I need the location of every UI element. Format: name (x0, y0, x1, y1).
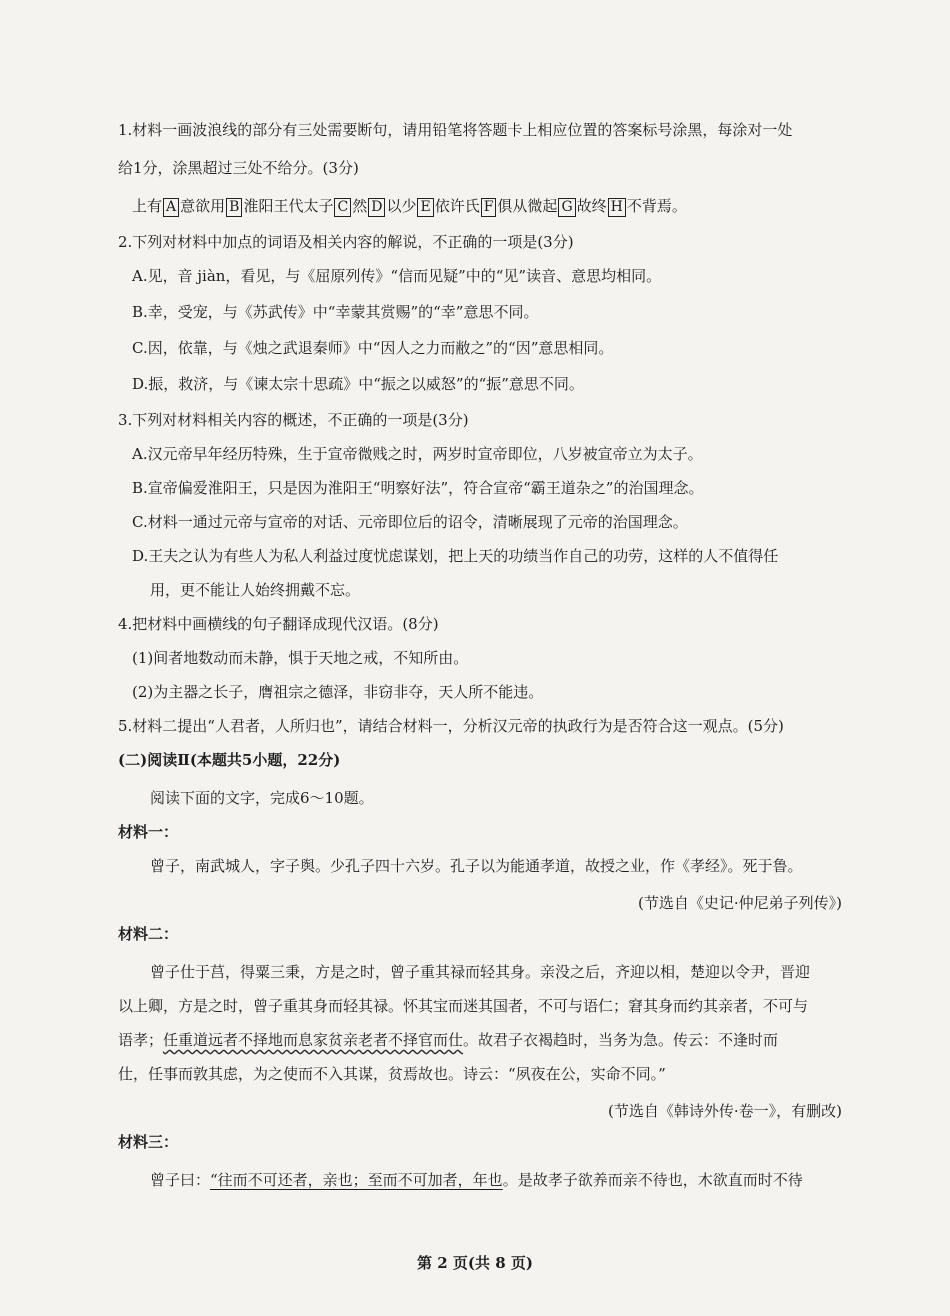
material-2-line3 (118, 1030, 778, 1050)
q3-option-a: A.汉元帝早年经历特殊，生于宣帝微贱之时，两岁时宣帝即位，八岁被宣帝立为太子。 (132, 445, 703, 463)
text-span: 曾子曰： (150, 1171, 211, 1189)
q2-option-a: A.见，音 jiàn，看见，与《屈原列传》“信而见疑”中的“见”读音、意思均相同。 (132, 267, 662, 285)
q1-segment: 上有 (132, 197, 163, 215)
answer-mark-b[interactable]: B (226, 198, 242, 217)
material-1-label: 材料一： (118, 823, 179, 841)
q4-sentence-2: (2)为主器之长子，膺祖宗之德泽，非窃非夺，天人所不能违。 (132, 683, 544, 701)
q4-stem: 4.把材料中画横线的句子翻译成现代汉语。(8分) (118, 615, 439, 633)
q1-segment: 意欲用 (180, 197, 226, 215)
q1-segment: 以少 (386, 197, 417, 215)
material-3-line1 (150, 1170, 803, 1190)
q1-segmented-text (132, 196, 687, 217)
q1-segment: 不背焉。 (626, 197, 687, 215)
q1-segment: 俱从微起 (497, 197, 558, 215)
q3-option-d-line2: 用，更不能让人始终拥戴不忘。 (150, 581, 361, 599)
q2-stem: 2.下列对材料中加点的词语及相关内容的解说，不正确的一项是(3分) (118, 233, 574, 251)
q1-segment: 然 (352, 197, 368, 215)
q1-segment: 依许氏 (434, 197, 480, 215)
answer-mark-a[interactable]: A (163, 198, 179, 217)
q2-option-b: B.幸，受宠，与《苏武传》中“幸蒙其赏赐”的“幸”意思不同。 (132, 303, 539, 321)
section-instruction: 阅读下面的文字，完成6～10题。 (150, 789, 374, 807)
answer-mark-c[interactable]: C (334, 198, 351, 217)
text-span: 语孝； (118, 1031, 164, 1049)
material-1-source: (节选自《史记·仲尼弟子列传》) (638, 894, 842, 912)
answer-mark-g[interactable]: G (558, 198, 575, 217)
q2-option-d: D.振，救济，与《谏太宗十思疏》中“振之以威怒”的“振”意思不同。 (132, 375, 584, 393)
q1-stem-line2: 给1分，涂黑超过三处不给分。(3分) (118, 159, 359, 177)
answer-mark-d[interactable]: D (368, 198, 385, 217)
material-2-label: 材料二： (118, 925, 179, 943)
material-1-text: 曾子，南武城人，字子舆。少孔子四十六岁。孔子以为能通孝道，故授之业，作《孝经》。死于鲁。 (150, 857, 803, 875)
q3-option-d-line1: D.王夫之认为有些人为私人利益过度忧虑谋划，把上天的功绩当作自己的功劳，这样的人不值得任 (132, 547, 779, 565)
q5-stem: 5.材料二提出“人君者，人所归也”，请结合材料一，分析汉元帝的执政行为是否符合这一观点。(5分) (118, 717, 784, 735)
material-3-label: 材料三： (118, 1133, 179, 1151)
q1-stem-line1: 1.材料一画波浪线的部分有三处需要断句，请用铅笔将答题卡上相应位置的答案标号涂黑，每涂对一处 (118, 121, 793, 139)
q1-segment: 淮阳王代太子 (243, 197, 334, 215)
q3-option-c: C.材料一通过元帝与宣帝的对话、元帝即位后的诏令，清晰展现了元帝的治国理念。 (132, 513, 688, 531)
material-2-source: (节选自《韩诗外传·卷一》，有删改) (608, 1102, 842, 1120)
page-number: 第 2 页(共 8 页) (417, 1254, 533, 1272)
answer-mark-e[interactable]: E (417, 198, 433, 217)
q2-option-c: C.因，依靠，与《烛之武退秦师》中“因人之力而敝之”的“因”意思相同。 (132, 339, 614, 357)
material-2-line2: 以上卿，方是之时，曾子重其身而轻其禄。怀其宝而迷其国者，不可与语仁；窘其身而约其亲者，不可与 (118, 997, 809, 1015)
answer-mark-f[interactable]: F (481, 198, 497, 217)
text-span: 。是故孝子欲养而亲不待也，木欲直而时不待 (502, 1171, 803, 1189)
material-2-line1: 曾子仕于莒，得粟三秉，方是之时，曾子重其禄而轻其身。亲没之后，齐迎以相，楚迎以令尹，晋迎 (150, 963, 811, 981)
text-span: 。故君子衣褐趋时，当务为急。传云：不逢时而 (463, 1031, 779, 1049)
q1-segment: 故终 (576, 197, 607, 215)
q3-stem: 3.下列对材料相关内容的概述，不正确的一项是(3分) (118, 411, 469, 429)
underlined-sentence: “往而不可还者，亲也；至而不可加者，年也 (210, 1171, 503, 1189)
q4-sentence-1: (1)间者地数动而未静，惧于天地之戒，不知所由。 (132, 649, 469, 667)
q3-option-b: B.宣帝偏爱淮阳王，只是因为淮阳王“明察好法”，符合宣帝“霸王道杂之”的治国理念。 (132, 479, 704, 497)
section-title: (二)阅读Ⅱ(本题共5小题，22分) (118, 751, 341, 769)
wavy-underlined-sentence: 任重道远者不择地而息家贫亲老者不择官而仕 (163, 1031, 464, 1049)
answer-mark-h[interactable]: H (608, 198, 626, 217)
material-2-line4: 仕，任事而敦其虑，为之使而不入其谋，贫焉故也。诗云：“夙夜在公，实命不同。” (118, 1065, 666, 1083)
